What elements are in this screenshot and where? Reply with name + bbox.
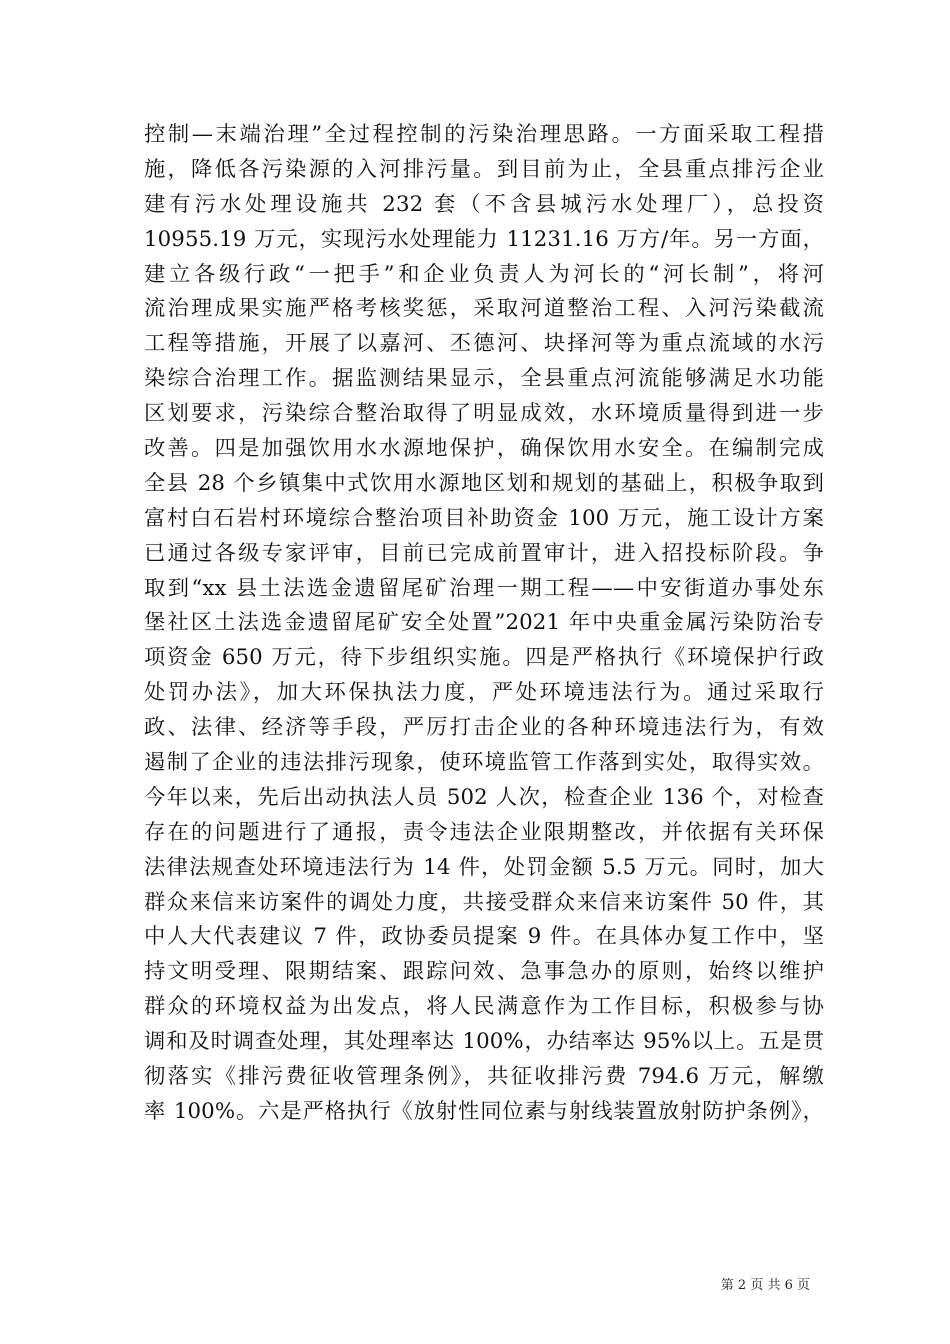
text-line: 今年以来，先后出动执法人员 502 人次，检查企业 136 个，对检查: [144, 784, 824, 810]
text-line: 项资金 650 万元，待下步组织实施。四是严格执行《环境保护行政: [144, 645, 824, 671]
text-line: 率 100%。六是严格执行《放射性同位素与射线装置放射防护条例》，: [144, 1098, 824, 1124]
text-line: 区划要求，污染综合整治取得了明显成效，水环境质量得到进一步: [144, 401, 824, 427]
body-text: [144, 118, 824, 1130]
text-line: 政、法律、经济等手段，严厉打击企业的各种环境违法行为，有效: [144, 715, 824, 741]
text-line: 建有污水处理设施共 232 套（不含县城污水处理厂），总投资: [144, 191, 824, 217]
text-line: 堡社区土法选金遗留尾矿安全处置”2021 年中央重金属污染防治专: [144, 610, 824, 636]
text-line: 中人大代表建议 7 件，政协委员提案 9 件。在具体办复工作中，坚: [144, 924, 824, 950]
text-line: 染综合治理工作。据监测结果显示，全县重点河流能够满足水功能: [144, 366, 824, 392]
text-line: 已通过各级专家评审，目前已完成前置审计，进入招投标阶段。争: [144, 540, 824, 566]
text-line: 调和及时调查处理，其处理率达 100%，办结率达 95%以上。五是贯: [144, 1029, 824, 1055]
text-line: 群众的环境权益为出发点，将人民满意作为工作目标，积极参与协: [144, 994, 824, 1020]
text-line: 10955.19 万元，实现污水处理能力 11231.16 万方/年。另一方面，: [144, 226, 824, 252]
text-line: 流治理成果实施严格考核奖惩，采取河道整治工程、入河污染截流: [144, 296, 824, 322]
text-line: 施，降低各污染源的入河排污量。到目前为止，全县重点排污企业: [144, 156, 824, 182]
text-line: 取到“xx 县土法选金遗留尾矿治理一期工程——中安街道办事处东: [144, 575, 824, 601]
text-line: 工程等措施，开展了以嘉河、丕德河、块择河等为重点流域的水污: [144, 331, 824, 357]
text-line: 全县 28 个乡镇集中式饮用水源地区划和规划的基础上，积极争取到: [144, 470, 824, 496]
text-line: 改善。四是加强饮用水水源地保护，确保饮用水安全。在编制完成: [144, 436, 824, 462]
text-line: 彻落实《排污费征收管理条例》，共征收排污费 794.6 万元，解缴: [144, 1064, 824, 1090]
text-line: 持文明受理、限期结案、跟踪问效、急事急办的原则，始终以维护: [144, 959, 824, 985]
text-line: 群众来信来访案件的调处力度，共接受群众来信来访案件 50 件，其: [144, 889, 824, 915]
text-line: 控制—末端治理”全过程控制的污染治理思路。一方面采取工程措: [144, 122, 824, 147]
text-line: 法律法规查处环境违法行为 14 件，处罚金额 5.5 万元。同时，加大: [144, 854, 824, 880]
text-line: 存在的问题进行了通报，责令违法企业限期整改，并依据有关环保: [144, 819, 824, 845]
text-line: 富村白石岩村环境综合整治项目补助资金 100 万元，施工设计方案: [144, 505, 824, 531]
page-number: 第 2 页 共 6 页: [720, 1278, 810, 1293]
text-line: 处罚办法》，加大环保执法力度，严处环境违法行为。通过采取行: [144, 680, 824, 706]
text-line: 建立各级行政“一把手”和企业负责人为河长的“河长制”，将河: [144, 261, 824, 287]
text-line: 遏制了企业的违法排污现象，使环境监管工作落到实处，取得实效。: [144, 750, 824, 776]
